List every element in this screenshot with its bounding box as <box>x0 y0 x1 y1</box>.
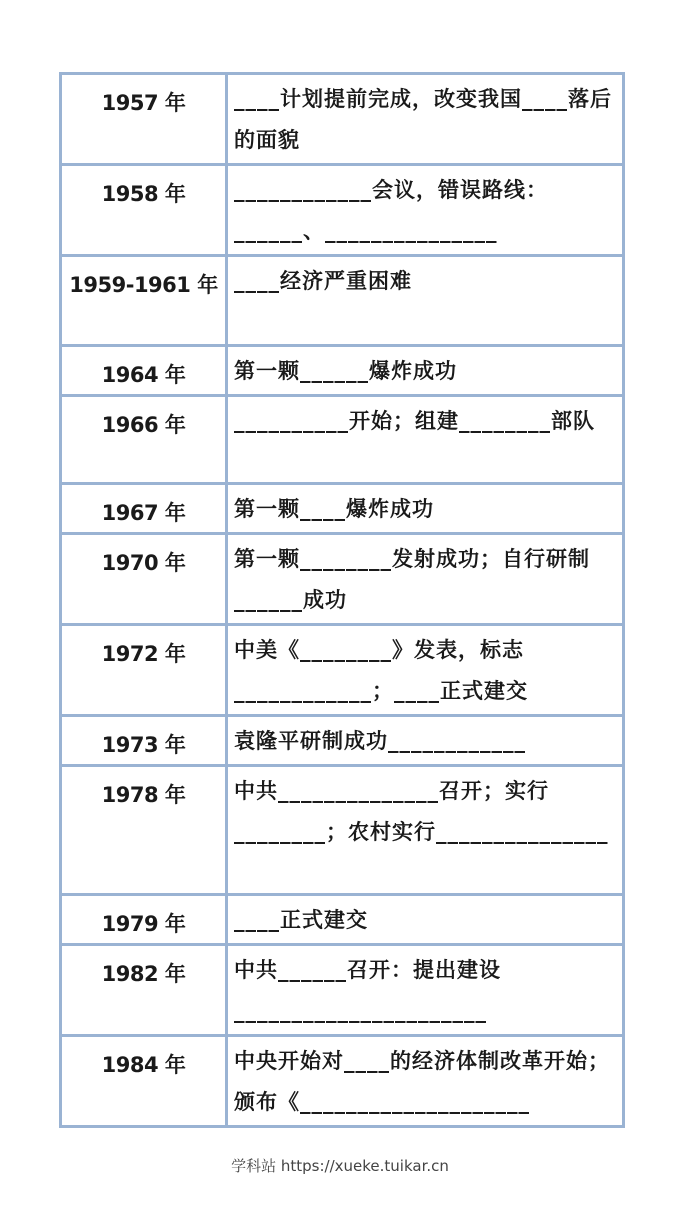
event-cell: 袁隆平研制成功____________ <box>227 716 624 766</box>
table-row <box>61 396 624 484</box>
year-cell: 1972 年 <box>61 625 227 716</box>
year-cell: 1979 年 <box>61 895 227 945</box>
table-row <box>61 625 624 716</box>
footer-watermark: 学科站 https://xueke.tuikar.cn <box>231 1157 449 1175</box>
timeline-table <box>59 72 625 1128</box>
table-row <box>61 346 624 396</box>
year-cell: 1966 年 <box>61 396 227 484</box>
table-row <box>61 165 624 256</box>
event-cell: ____计划提前完成，改变我国____落后的面貌 <box>227 74 624 165</box>
table-row <box>61 1036 624 1127</box>
table-row <box>61 895 624 945</box>
year-cell: 1984 年 <box>61 1036 227 1127</box>
year-cell: 1970 年 <box>61 534 227 625</box>
event-cell: 中央开始对____的经济体制改革开始；颁布《____________________ <box>227 1036 624 1127</box>
event-cell: 第一颗______爆炸成功 <box>227 346 624 396</box>
event-cell: 第一颗________发射成功；自行研制______成功 <box>227 534 624 625</box>
event-cell: ____正式建交 <box>227 895 624 945</box>
event-cell: ____________会议，错误路线：______、_______________ <box>227 165 624 256</box>
event-cell: 中共______________召开；实行________；农村实行_______________ <box>227 766 624 895</box>
year-cell: 1959-1961 年 <box>61 256 227 346</box>
year-cell: 1967 年 <box>61 484 227 534</box>
table-row <box>61 484 624 534</box>
table-row <box>61 766 624 895</box>
year-cell: 1964 年 <box>61 346 227 396</box>
event-cell: ____经济严重困难 <box>227 256 624 346</box>
event-cell: 中共______召开：提出建设______________________ <box>227 945 624 1036</box>
year-cell: 1958 年 <box>61 165 227 256</box>
event-cell: __________开始；组建________部队 <box>227 396 624 484</box>
year-cell: 1957 年 <box>61 74 227 165</box>
year-cell: 1978 年 <box>61 766 227 895</box>
year-cell: 1982 年 <box>61 945 227 1036</box>
table-row <box>61 534 624 625</box>
table-row <box>61 716 624 766</box>
year-cell: 1973 年 <box>61 716 227 766</box>
event-cell: 中美《________》发表，标志____________；____正式建交 <box>227 625 624 716</box>
table-row <box>61 945 624 1036</box>
table-row <box>61 74 624 165</box>
table-row <box>61 256 624 346</box>
event-cell: 第一颗____爆炸成功 <box>227 484 624 534</box>
